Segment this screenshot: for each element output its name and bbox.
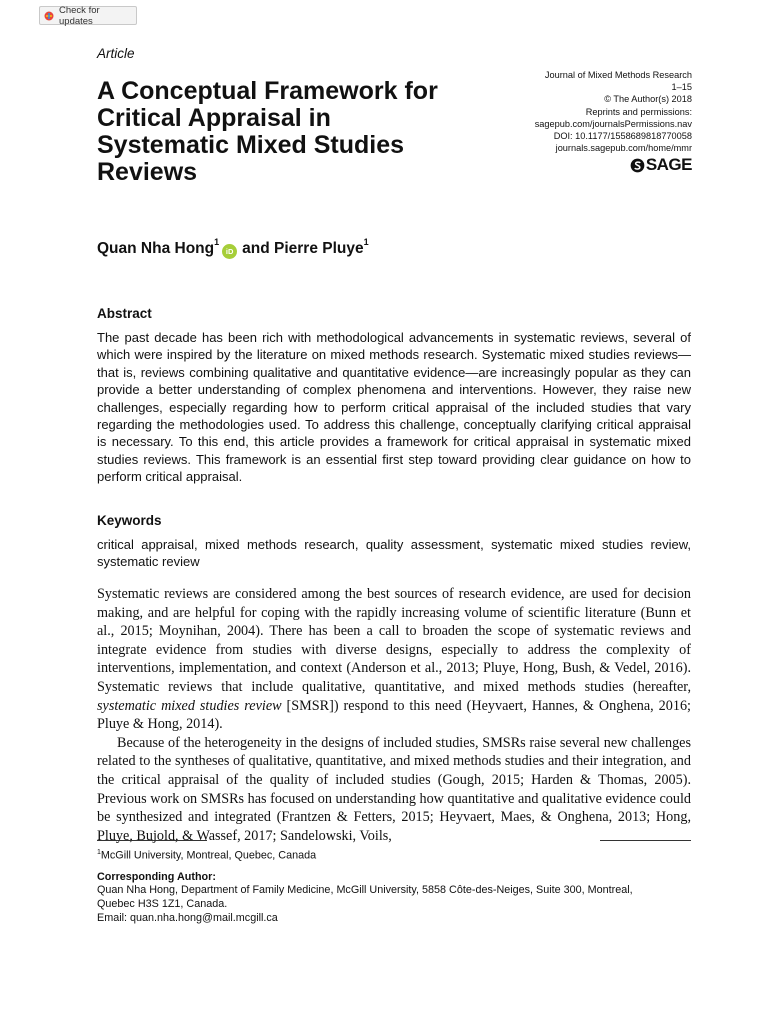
journal-info — [535, 69, 692, 154]
copyright: © The Author(s) 2018 — [604, 94, 692, 105]
affiliation-marker: 1 — [363, 237, 369, 247]
article-title: A Conceptual Framework for Critical Appraisal in Systematic Mixed Studies Reviews — [97, 77, 438, 186]
corresponding-address-cont: Quebec H3S 1Z1, Canada. — [97, 898, 228, 910]
coauthor-name: and Pierre Pluye — [242, 240, 364, 257]
check-for-updates-label: Check for updates — [59, 4, 100, 27]
abstract-heading: Abstract — [97, 306, 152, 321]
body-paragraph: Systematic reviews are considered among the best sources of research evidence, are used for decision making, and are helpful for coping with the rapidly increasing volume of scientific literature (Bunn et al., 2015; Moynihan, 2004). There has been a call to broaden the scope of systematic reviews and integrate evidence from studies with diverse designs, especially to address the complexity of interventions, implementation, and context (Anderson et al., 2013; Pluye, Hong, Bush, & Vedel, 2016). Systematic reviews that include qualitative, quantitative, and mixed methods studies (hereafter, systematic mixed studies review [SMSR]) respond to this need (Heyvaert, Hannes, & Onghena, 2016; Pluye & Hong, 2014). — [97, 586, 691, 733]
page-range: 1–15 — [671, 82, 692, 93]
article-type-label: Article — [97, 46, 135, 61]
author-line — [97, 237, 369, 259]
body-paragraph: Because of the heterogeneity in the designs of included studies, SMSRs raise several new challenges related to the syntheses of qualitative, quantitative, and mixed methods studies and their integration, and the critical appraisal of the quality of included studies (Gough, 2015; Harden & Thomas, 2005). Previous work on SMSRs has focused on understanding how quantitative and qualitative evidence could be synthesized and integrated (Frantzen & Fetters, 2015; Heyvaert, Maes, & Onghena, 2013; Hong, Pluye, Bujold, & Wassef, 2017; Sandelowski, Voils, — [97, 734, 691, 844]
keywords-text: critical appraisal, mixed methods research, quality assessment, systematic mixed studies review, systematic review — [97, 537, 691, 570]
reprints-label: Reprints and permissions: — [585, 106, 692, 117]
journal-name: Journal of Mixed Methods Research — [544, 70, 692, 80]
check-for-updates-button[interactable] — [39, 6, 137, 25]
journal-homepage-link[interactable]: journals.sagepub.com/home/mmr — [555, 143, 692, 154]
footnote-divider — [97, 840, 207, 841]
corresponding-email[interactable]: Email: quan.nha.hong@mail.mcgill.ca — [97, 912, 278, 924]
emphasized-term: systematic mixed studies review — [97, 697, 282, 714]
affiliation-marker: 1 — [214, 237, 220, 247]
corresponding-author-heading: Corresponding Author: — [97, 871, 216, 883]
abstract-text: The past decade has been rich with methodological advancements in systematic reviews, several of which were inspired by the literature on mixed methods research. Systematic mixed studies reviews—that is, reviews combining qualitative and quantitative evidence—are increasingly popular as they can provide a better understanding of complex phenomena and interventions. However, they raise new challenges, especially regarding how to perform critical appraisal of the included studies that vary regarding the methodologies used. To address this challenge, conceptually clarifying critical appraisal is necessary. To this end, this article provides a framework for critical appraisal in systematic mixed studies reviews. This framework is an essential first step toward providing clear guidance on how to perform critical appraisal. — [97, 330, 691, 485]
affiliation-footnote: $^1$McGill University, Montreal, Quebec, Canada — [97, 849, 317, 862]
corresponding-author-details — [97, 883, 697, 925]
body-text — [97, 585, 691, 845]
sage-logo-text: SAGE — [645, 155, 692, 174]
footnote-divider — [600, 840, 691, 841]
corresponding-address: Quan Nha Hong, Department of Family Medicine, McGill University, 5858 Côte-des-Neiges, Suite 300, Montreal, — [97, 884, 633, 896]
doi[interactable]: DOI: 10.1177/1558689818770058 — [553, 131, 692, 142]
author-name: Quan Nha Hong — [97, 240, 215, 257]
keywords-heading: Keywords — [97, 513, 162, 528]
sage-logo-icon — [630, 158, 645, 173]
crossmark-icon — [44, 11, 54, 21]
orcid-icon[interactable]: iD — [222, 244, 237, 259]
sage-logo — [630, 155, 692, 175]
permissions-link[interactable]: sagepub.com/journalsPermissions.nav — [534, 118, 692, 129]
